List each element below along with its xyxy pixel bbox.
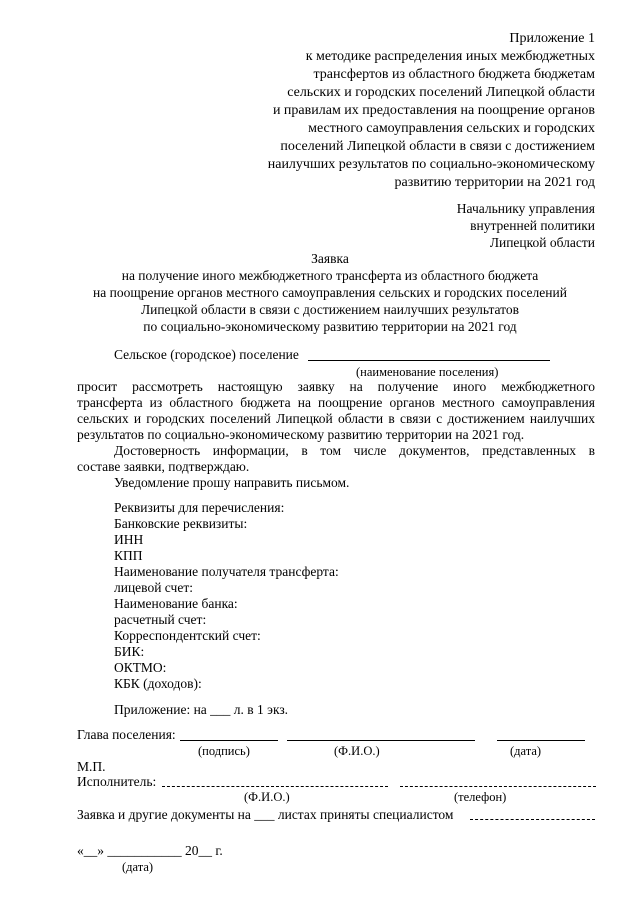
requisites-item: КПП	[114, 548, 143, 563]
appendix-line: наилучших результатов по социально-экономическому	[267, 157, 595, 172]
head-signature-field[interactable]	[180, 740, 278, 741]
requisites-item: Банковские реквизиты:	[114, 516, 248, 531]
acceptance-text: Заявка и другие документы на ___ листах приняты специалистом	[77, 807, 454, 822]
addressee-block	[295, 200, 595, 251]
requisites-item: расчетный счет:	[114, 612, 207, 627]
title-line: на получение иного межбюджетного трансферта из областного бюджета	[121, 268, 539, 283]
phone-caption: (телефон)	[454, 790, 507, 804]
stamp-place: М.П.	[77, 759, 106, 774]
executor-fio-field[interactable]	[162, 786, 388, 787]
appendix-line: поселений Липецкой области в связи с достижением	[280, 139, 595, 154]
requisites-item: Корреспондентский счет:	[114, 628, 261, 643]
settlement-caption: (наименование поселения)	[356, 365, 499, 379]
requisites-item: ОКТМО:	[114, 660, 167, 675]
appendix-line: развитию территории на 2021 год	[394, 175, 595, 190]
requisites-item: лицевой счет:	[114, 580, 193, 595]
appendix-block	[175, 30, 595, 192]
date-caption: (дата)	[510, 744, 542, 758]
appendix-line: сельских и городских поселений Липецкой области	[287, 85, 595, 100]
acceptance-date-caption: (дата)	[122, 860, 154, 874]
appendix-line: к методике распределения иных межбюджетных	[305, 49, 595, 64]
appendix-line: и правилам их предоставления на поощрение органов	[272, 103, 595, 118]
executor-label: Исполнитель:	[77, 774, 157, 789]
title-block	[40, 250, 620, 335]
body-line: сельских и городских поселений Липецкой области в связи с достижением наилучших	[77, 411, 595, 426]
head-of-settlement-label: Глава поселения:	[77, 727, 176, 742]
body-line: трансферта из областного бюджета на поощрение органов местного самоуправления	[77, 395, 595, 410]
body-line: просит рассмотреть настоящую заявку на получение иного межбюджетного	[77, 379, 595, 394]
title-line: Липецкой области в связи с достижением наилучших результатов	[140, 302, 520, 317]
acceptance-date-line: «__» ___________ 20__ г.	[77, 843, 223, 858]
settlement-name-field[interactable]	[308, 360, 550, 361]
appendix-line: местного самоуправления сельских и городских	[308, 121, 595, 136]
title-line: на поощрение органов местного самоуправления сельских и городских поселений	[93, 285, 567, 300]
head-date-field[interactable]	[497, 740, 585, 741]
head-fio-field[interactable]	[287, 740, 475, 741]
addressee-line: Липецкой области	[489, 235, 595, 250]
title-line: по социально-экономическому развитию территории на 2021 год	[143, 319, 517, 334]
addressee-line: Начальнику управления	[456, 201, 595, 216]
appendix-line: Приложение 1	[509, 31, 595, 46]
document-heading: Заявка	[311, 251, 349, 266]
requisites-item: КБК (доходов):	[114, 676, 202, 691]
signature-caption: (подпись)	[198, 744, 250, 758]
specialist-field[interactable]	[470, 819, 595, 820]
fio-caption: (Ф.И.О.)	[334, 744, 380, 758]
body-line: Уведомление прошу направить письмом.	[114, 475, 350, 490]
executor-phone-field[interactable]	[400, 786, 596, 787]
requisites-item: Реквизиты для перечисления:	[114, 500, 285, 515]
requisites-item: ИНН	[114, 532, 144, 547]
addressee-line: внутренней политики	[470, 218, 595, 233]
requisites-item: Наименование банка:	[114, 596, 238, 611]
appendix-line: трансфертов из областного бюджета бюджетам	[313, 67, 595, 82]
requisites-list	[114, 500, 339, 692]
settlement-label: Сельское (городское) поселение	[114, 347, 299, 362]
requisites-item: БИК:	[114, 644, 145, 659]
body-line: результатов по социально-экономическому развитию территории на 2021 год.	[77, 427, 525, 442]
requisites-item: Наименование получателя трансферта:	[114, 564, 339, 579]
body-line: Достоверность информации, в том числе документов, представленных в	[114, 443, 595, 458]
body-line: составе заявки, подтверждаю.	[77, 459, 250, 474]
attachment-note: Приложение: на ___ л. в 1 экз.	[114, 702, 289, 717]
executor-fio-caption: (Ф.И.О.)	[244, 790, 290, 804]
